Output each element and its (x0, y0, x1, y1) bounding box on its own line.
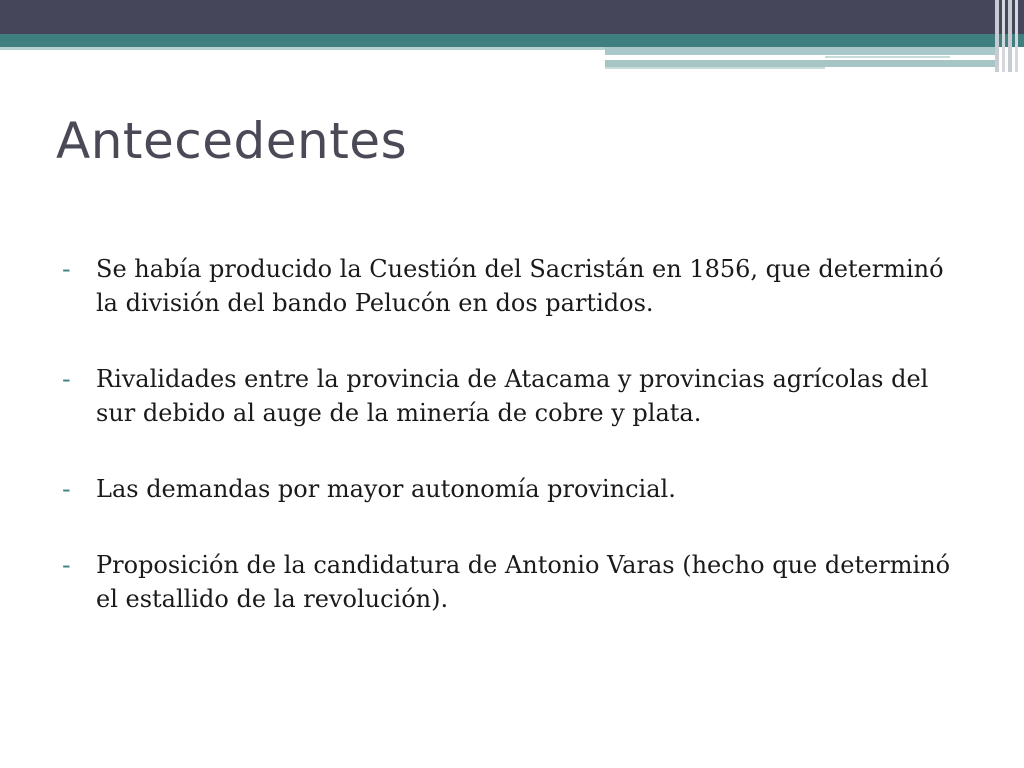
bullet-text: Proposición de la candidatura de Antonio Varas (hecho que determinó el estallido de la revolución). (96, 551, 951, 613)
header-vertical-bar (995, 0, 999, 72)
bullet-dash: - (62, 551, 71, 579)
bullet-dash: - (62, 475, 71, 503)
header-line-2 (825, 56, 950, 58)
header-band-light-right (605, 47, 995, 55)
bullet-text: Las demandas por mayor autonomía provincial. (96, 475, 676, 503)
bullet-item (62, 548, 962, 616)
bullet-dash: - (62, 255, 71, 283)
slide-title: Antecedentes (56, 112, 408, 170)
bullet-text: Se había producido la Cuestión del Sacristán en 1856, que determinó la división del bando Pelucón en dos partidos. (96, 255, 944, 317)
header-band-dark (0, 0, 1024, 34)
bullet-item (62, 362, 962, 430)
header-line-1 (605, 60, 995, 67)
bullet-item (62, 252, 962, 320)
header-line-3 (605, 67, 825, 69)
header-band-teal (0, 34, 1024, 47)
bullet-text: Rivalidades entre la provincia de Atacama y provincias agrícolas del sur debido al auge de la minería de cobre y plata. (96, 365, 929, 427)
header-vertical-bar (1015, 0, 1018, 72)
bullet-dash: - (62, 365, 71, 393)
bullet-item (62, 472, 962, 506)
bullet-list (62, 252, 962, 616)
header-band-light-left (0, 47, 605, 50)
header-vertical-bar (1008, 0, 1012, 72)
header-vertical-bar (1002, 0, 1005, 72)
